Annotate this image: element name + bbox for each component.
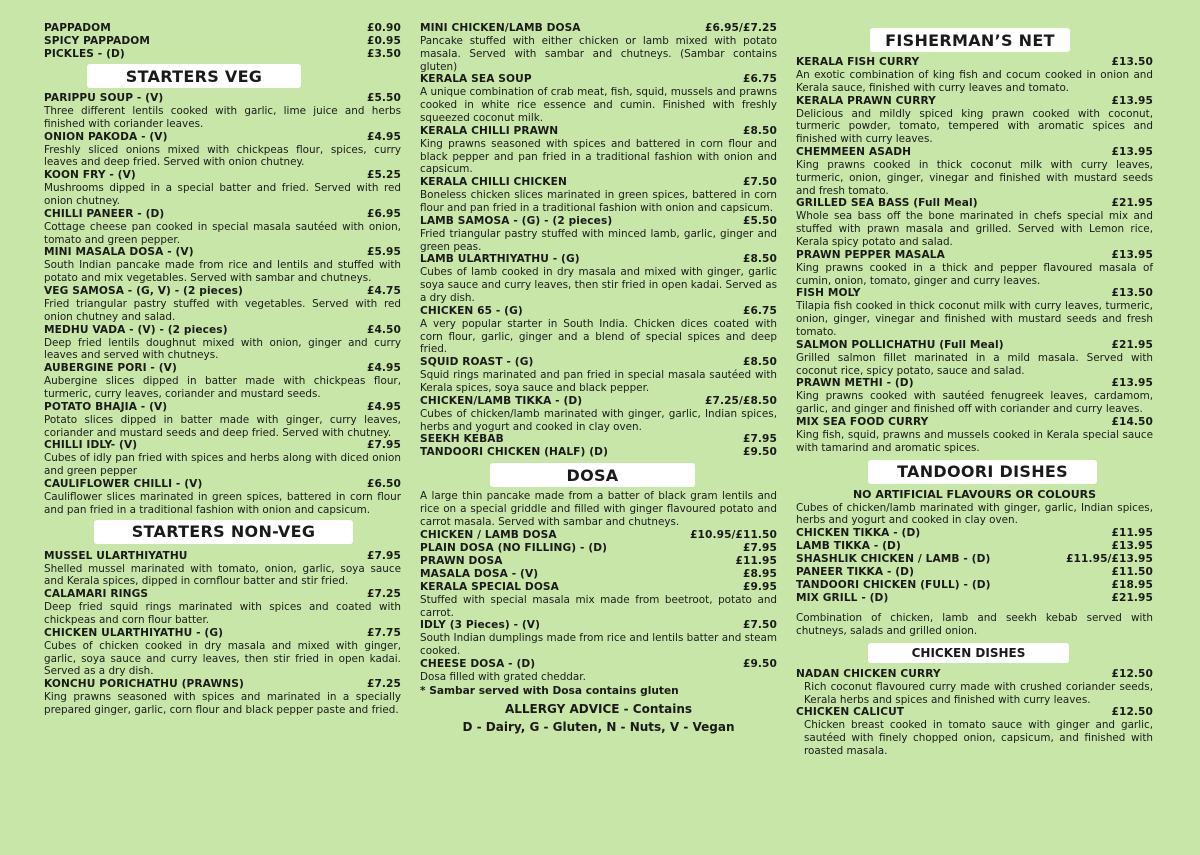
item-price: £10.95/£11.50 [690,528,777,541]
item-price: £5.25 [366,169,401,182]
item-header [420,176,777,189]
menu-item [420,568,777,581]
item-name: CHICKEN ULARTHIYATHU - (G) [44,626,224,639]
menu-item [44,401,401,440]
allergy-legend: D - Dairy, G - Gluten, N - Nuts, V - Vegan [462,719,735,734]
item-price: £9.50 [742,657,777,670]
item-description: King prawns seasoned with spices and battered in corn flour and black pepper and pan fried in a traditional fashion with onion and capsicum. [420,137,777,176]
item-name: LAMB SAMOSA - (G) - (2 pieces) [420,214,613,227]
item-name: PARIPPU SOUP - (V) [44,92,164,104]
item-price: £4.50 [366,323,401,336]
menu-item [796,540,1153,553]
item-price: £3.50 [366,48,401,60]
item-description: Grilled salmon fillet marinated in a mild masala. Served with coconut rice, spicy potato, sauce and salad. [796,351,1153,377]
item-header [796,592,1153,605]
menu-item [420,395,777,434]
menu-item [796,706,1153,757]
menu-item [420,73,777,124]
item-header [796,56,1153,69]
item-description: Fried triangular pastry stuffed with minced lamb, garlic, ginger and green peas. [420,227,777,253]
tandoori-list [796,527,1153,605]
item-price: £4.95 [366,400,401,413]
menu-item [796,566,1153,579]
item-description: Cubes of chicken cooked in dry masala and mixed with ginger, garlic, soya sauce and curry leaves, then stir fried in open kadai. Served as a dry dish. [44,639,401,678]
item-name: KERALA CHILLI PRAWN [420,124,559,137]
dosa-more-list [420,581,777,684]
item-header [796,527,1153,540]
item-description: King fish, squid, prawns and mussels cooked in Kerala special sauce with tamarind and aromatic spices. [796,428,1153,454]
item-description: Cubes of idly pan fried with spices and herbs along with diced onion and green pepper [44,452,401,478]
item-price: £13.95 [1111,540,1153,553]
item-name: SEEKH KEBAB [420,433,504,446]
item-header [796,249,1153,262]
item-description: A unique combination of crab meat, fish, squid, mussels and prawns cooked in white rice essence and cumin. Finished with freshly squeezed coconut milk. [420,86,777,124]
item-header [420,581,777,594]
menu-item [44,35,401,48]
section-title-tandoori: TANDOORI DISHES [868,460,1097,484]
item-description: Stuffed with special masala mix made from beetroot, potato and carrot. [420,593,777,619]
menu-column-right [796,22,1153,758]
item-price: £8.50 [742,253,777,266]
item-price: £8.50 [742,124,777,137]
item-header [796,706,1153,719]
menu-item [420,446,777,459]
item-price: £7.25/£8.50 [705,394,777,407]
item-name: CAULIFLOWER CHILLI - (V) [44,477,203,490]
item-price: £12.50 [1111,706,1153,719]
item-description: Cauliflower slices marinated in green spices, battered in corn flour and pan fried in a traditional fashion with onion and capsicum. [44,490,401,516]
item-name: VEG SAMOSA - (G, V) - (2 pieces) [44,284,243,297]
allergy-title: ALLERGY ADVICE - Contains [504,701,693,716]
item-name: KERALA CHILLI CHICKEN [420,176,567,189]
item-price: £7.95 [366,439,401,452]
item-header [44,208,401,221]
menu-item [796,56,1153,95]
item-name: CHEMMEEN ASADH [796,145,912,158]
item-price: £11.95 [1111,527,1153,540]
item-name: SHASHLIK CHICKEN / LAMB - (D) [796,553,991,566]
menu-item [420,176,777,215]
item-price: £9.50 [742,446,777,459]
menu-column-middle [420,22,777,736]
item-description: Dosa filled with grated cheddar. [420,670,586,683]
item-header [796,579,1153,592]
menu-item [44,588,401,627]
item-price: £7.95 [742,433,777,446]
item-header [44,131,401,144]
item-price: £14.50 [1111,415,1153,428]
item-price: £8.95 [742,567,777,580]
item-price: £7.75 [366,626,401,639]
item-description: South Indian pancake made from rice and lentils and stuffed with potato and mix vegetables. Served with sambar and chutneys. [44,259,401,285]
item-header [44,588,401,601]
item-price: £7.95 [366,549,401,562]
menu-item [44,678,401,717]
item-price: £13.95 [1111,94,1153,107]
item-price: £4.95 [366,130,401,143]
menu-item [420,542,777,555]
item-header [420,125,777,138]
item-header [796,668,1153,681]
item-header [420,215,777,228]
item-description: Potato slices dipped in batter made with ginger, curry leaves, coriander and mustard seeds and deep fried. Served with chutney. [44,413,401,439]
item-price: £13.50 [1111,56,1153,68]
item-header [796,339,1153,352]
item-name: SQUID ROAST - (G) [420,356,534,369]
menu-item [420,555,777,568]
item-price: £7.25 [366,588,401,601]
item-name: CALAMARI RINGS [44,588,149,601]
item-name: FISH MOLY [796,287,861,300]
item-description: Fried triangular pastry stuffed with vegetables. Served with red onion chutney and salad. [44,297,401,323]
menu-item [796,95,1153,146]
item-header [44,324,401,337]
item-price: £4.75 [366,284,401,297]
menu-item [796,668,1153,707]
item-name: MIX SEA FOOD CURRY [796,415,929,428]
item-header [420,568,777,581]
menu-item [796,527,1153,540]
item-header [44,678,401,691]
item-description: King prawns cooked in a thick and pepper flavoured masala of cumin, onion, tomato, ginger and curry leaves. [796,261,1153,287]
item-description: Whole sea bass off the bone marinated in chefs special mix and stuffed with prawn masala and grilled. Served with Lemon rice, Kerala spicy potato and salad. [796,210,1153,248]
item-name: MASALA DOSA - (V) [420,567,539,580]
item-description: Cubes of chicken/lamb marinated with ginger, garlic, Indian spices, herbs and yogurt and cooked in clay oven. [420,407,777,433]
section-title-chicken-dishes: CHICKEN DISHES [868,643,1069,663]
item-description: An exotic combination of king fish and cocum cooked in onion and Kerala sauce, finished with curry leaves and tomato. [796,69,1153,94]
menu-item [44,478,401,517]
item-price: £11.95/£13.95 [1066,553,1153,566]
item-description: Aubergine slices dipped in batter made with chickpeas flour, turmeric, curry leaves, coriander and mustard seeds. [44,375,401,400]
section-title-fishermans-net: FISHERMAN’S NET [870,28,1070,52]
item-header [44,362,401,375]
item-description: Squid rings marinated and pan fried in special masala sautéed with Kerala spices, soya sauce and black pepper. [420,369,777,394]
item-description: Pancake stuffed with either chicken or lamb mixed with potato masala. Served with sambar and chutneys. (Sambar contains gluten) [420,35,777,73]
item-header [44,285,401,298]
menu-item [44,439,401,478]
item-description: King prawns cooked in thick coconut milk with curry leaves, turmeric, onion, ginger, vinegar and finished with mustard seeds and fresh tomato. [796,158,1153,197]
item-header [420,446,777,459]
menu-item [796,339,1153,378]
item-header [420,529,777,542]
item-price: £6.75 [742,73,777,86]
item-description: Boneless chicken slices marinated in green spices, battered in corn flour and pan fried in a traditional fashion with onion and capsicum. [420,189,777,214]
sambar-note: * Sambar served with Dosa contains gluten [420,684,679,697]
item-header [420,619,777,632]
menu-item [420,22,777,73]
menu-item [44,246,401,285]
item-name: PLAIN DOSA (NO FILLING) - (D) [420,541,608,554]
menu-item [44,324,401,363]
menu-item [44,627,401,678]
item-name: AUBERGINE PORI - (V) [44,362,177,375]
item-description: Chicken breast cooked in tomato sauce with ginger and garlic, sautéed with finely chopped onion, capsicum, and finished with roasted masala. [804,719,1153,757]
item-header [796,566,1153,579]
dosa-intro: A large thin pancake made from a batter of black gram lentils and rice on a special griddle and filled with ginger flavoured potato and carrot masala. Served with sambar and chutneys. [420,490,777,528]
item-price: £21.95 [1111,592,1153,605]
item-name: MIX GRILL - (D) [796,592,889,605]
item-description: Freshly sliced onions mixed with chickpeas flour, spices, curry leaves and deep fried. Served with onion chutney. [44,143,401,169]
item-price: £6.95 [366,207,401,220]
item-header [44,550,401,563]
menu-item [44,131,401,170]
menu-item [44,362,401,401]
menu-item [796,377,1153,416]
item-header [420,395,777,408]
item-price: £11.50 [1111,566,1153,579]
item-description: A very popular starter in South India. Chicken dices coated with corn flour, garlic, ginger and a blend of special spices and deep fried. [420,317,777,356]
item-header [420,73,777,86]
mixgrill-description: Combination of chicken, lamb and seekh kebab served with chutneys, salads and grilled onion. [796,612,1153,637]
menu-item [796,553,1153,566]
item-name: MEDHU VADA - (V) - (2 pieces) [44,323,228,336]
item-name: KERALA PRAWN CURRY [796,94,936,107]
item-name: CHICKEN TIKKA - (D) [796,527,921,540]
item-name: POTATO BHAJIA - (V) [44,400,168,413]
item-name: KONCHU PORICHATHU (PRAWNS) [44,678,244,691]
item-price: £4.95 [366,362,401,375]
item-description: Rich coconut flavoured curry made with crushed coriander seeds, Kerala herbs and spices and finished with curry leaves. [804,680,1153,706]
item-price: £9.95 [742,580,777,593]
menu-item [796,249,1153,288]
item-price: £13.95 [1111,145,1153,158]
item-header [420,305,777,318]
item-name: KERALA FISH CURRY [796,56,920,68]
item-price: £5.95 [366,246,401,259]
item-description: Mushrooms dipped in a special batter and fried. Served with red onion chutney. [44,182,401,207]
item-name: TANDOORI CHICKEN (FULL) - (D) [796,579,991,592]
item-price: £18.95 [1111,579,1153,592]
item-price: £0.90 [366,22,401,34]
item-price: £7.95 [742,541,777,554]
item-header [420,433,777,446]
item-name: PRAWN PEPPER MASALA [796,248,945,261]
menu-item [420,253,777,304]
item-header [44,627,401,640]
item-header [44,246,401,259]
item-name: LAMB ULARTHIYATHU - (G) [420,253,580,266]
item-name: CHICKEN 65 - (G) [420,304,523,317]
starters-nonveg-list [44,550,401,717]
item-name: CHICKEN CALICUT [796,706,905,719]
item-name: SPICY PAPPADOM [44,35,150,47]
item-header [44,439,401,452]
item-name: PRAWN DOSA [420,554,503,567]
item-description: Cubes of lamb cooked in dry masala and mixed with ginger, garlic soya sauce and curry leaves, then stir fried in open kadai. Served as a dry dish. [420,266,777,304]
item-description: King prawns seasoned with spices and marinated in a specially prepared ginger, garlic, corn flour and black pepper paste and fried. [44,691,401,716]
item-header [44,92,401,105]
section-title-starters-nonveg: STARTERS NON-VEG [94,520,353,544]
item-price: £21.95 [1111,338,1153,351]
menu-item [44,169,401,208]
item-header [796,146,1153,159]
item-name: KERALA SPECIAL DOSA [420,580,559,593]
item-name: TANDOORI CHICKEN (HALF) (D) [420,446,609,459]
item-name: PICKLES - (D) [44,48,125,60]
item-price: £8.50 [742,356,777,369]
item-price: £0.95 [366,35,401,47]
menu-item [44,22,401,35]
item-price: £5.50 [366,92,401,104]
menu-item [420,529,777,542]
item-header [796,377,1153,390]
item-name: PRAWN METHI - (D) [796,377,914,390]
fishermans-net-list [796,56,1153,455]
item-header [44,169,401,182]
item-header [796,553,1153,566]
item-price: £13.95 [1111,248,1153,261]
menu-item [796,416,1153,455]
item-price: £7.25 [366,678,401,691]
item-name: LAMB TIKKA - (D) [796,540,901,553]
item-price: £6.75 [742,304,777,317]
menu-item [420,619,777,658]
item-name: MINI MASALA DOSA - (V) [44,246,194,259]
item-price: £13.50 [1111,287,1153,300]
item-price: £6.95/£7.25 [705,22,777,34]
item-header [420,658,777,671]
menu-item [796,287,1153,338]
menu-item [796,197,1153,248]
item-description: Deep fried squid rings marinated with spices and coated with chickpeas and corn flour batter. [44,601,401,626]
item-name: MUSSEL ULARTHIYATHU [44,549,188,562]
dosa-list [420,529,777,581]
item-name: GRILLED SEA BASS (Full Meal) [796,197,978,210]
item-header [796,540,1153,553]
item-header [44,478,401,491]
menu-item [796,592,1153,605]
item-price: £7.50 [742,176,777,189]
item-description: Tilapia fish cooked in thick coconut milk with curry leaves, turmeric, onion, ginger, vinegar and finished with mustard seeds and fresh tomato. [796,300,1153,338]
item-name: IDLY (3 Pieces) - (V) [420,619,541,632]
section-title-starters-veg: STARTERS VEG [87,64,301,88]
menu-item [420,305,777,356]
menu-item [420,125,777,176]
item-header [420,253,777,266]
menu-item [796,579,1153,592]
item-price: £5.50 [742,214,777,227]
item-header [420,356,777,369]
menu-item [420,356,777,395]
item-header [44,401,401,414]
item-description: King prawns cooked with sautéed fenugreek leaves, cardamom, garlic, and ginger and finished off with coriander and curry leaves. [796,390,1153,416]
item-description: South Indian dumplings made from rice and lentils batter and steam cooked. [420,632,777,658]
tandoori-intro: Cubes of chicken/lamb marinated with ginger, garlic, Indian spices, herbs and yogurt and cooked in clay oven. [796,501,1153,527]
menu-item [44,285,401,324]
menu-item [44,92,401,131]
menu-item [420,658,777,684]
item-name: PANEER TIKKA - (D) [796,566,915,579]
menu-item [420,433,777,446]
item-price: £6.50 [366,477,401,490]
item-header [420,542,777,555]
item-header [796,287,1153,300]
menu-item [44,550,401,589]
item-name: ONION PAKODA - (V) [44,130,168,143]
item-description: Deep fried lentils doughnut mixed with onion, ginger and curry leaves and served with chutneys. [44,336,401,362]
item-name: PAPPADOM [44,22,111,34]
tandoori-subtitle: NO ARTIFICIAL FLAVOURS OR COLOURS [852,487,1097,501]
item-header [796,95,1153,108]
item-price: £12.50 [1111,667,1153,680]
item-name: SALMON POLLICHATHU (Full Meal) [796,338,1004,351]
starters-veg-list [44,92,401,517]
item-price: £21.95 [1111,197,1153,210]
item-description: Three different lentils cooked with garlic, lime juice and herbs finished with coriander leaves. [44,105,401,130]
item-price: £13.95 [1111,377,1153,390]
chicken-dishes-list [796,668,1153,758]
item-name: CHILLI PANEER - (D) [44,207,165,220]
item-price: £11.95 [735,554,777,567]
item-price: £7.50 [742,619,777,632]
starters-continued-list [420,22,777,459]
basics-list [44,22,401,61]
item-name: CHICKEN/LAMB TIKKA - (D) [420,394,583,407]
section-title-dosa: DOSA [490,463,695,487]
item-header [420,555,777,568]
item-name: NADAN CHICKEN CURRY [796,667,941,680]
menu-item [420,215,777,254]
item-name: KERALA SEA SOUP [420,73,532,86]
item-name: MINI CHICKEN/LAMB DOSA [420,22,581,34]
item-header [796,197,1153,210]
item-description: Shelled mussel marinated with tomato, onion, garlic, soya sauce and Kerala spices, dipped in cornflour batter and stir fried. [44,562,401,588]
item-description: Cottage cheese pan cooked in special masala sautéed with onion, tomato and green pepper. [44,220,401,246]
item-name: CHICKEN / LAMB DOSA [420,528,557,541]
menu-item [44,208,401,247]
item-description: Delicious and mildly spiced king prawn cooked with coconut, turmeric powder, tomato, tempered with aromatic spices and finished with curry leaves. [796,107,1153,146]
item-header [796,416,1153,429]
item-name: KOON FRY - (V) [44,169,136,182]
item-header [420,22,777,35]
menu-column-left [44,22,401,717]
menu-item [796,146,1153,197]
menu-item [44,48,401,61]
item-name: CHEESE DOSA - (D) [420,657,536,670]
menu-item [420,581,777,620]
item-name: CHILLI IDLY- (V) [44,439,138,452]
